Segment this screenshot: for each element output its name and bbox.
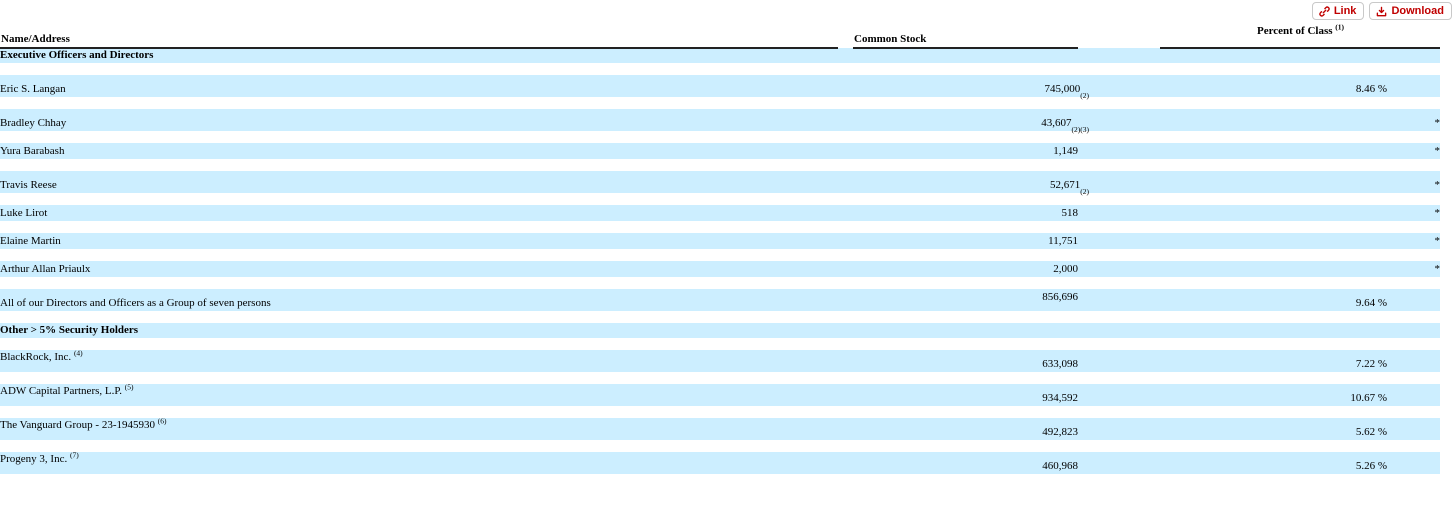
column-gap xyxy=(838,289,853,311)
column-header-percent-of-class: Percent of Class $^{(1)}$ xyxy=(1160,24,1440,48)
percent-value: 10.67 % xyxy=(1160,384,1387,406)
shares-value: 492,823 xyxy=(853,418,1078,440)
percent-symbol xyxy=(1387,75,1440,97)
download-button-label: Download xyxy=(1391,5,1444,17)
percent-value: 8.46 % xyxy=(1160,75,1387,97)
holder-row xyxy=(0,143,1440,159)
column-header-name-address: Name/Address xyxy=(0,24,838,48)
footnote-ref: (2) xyxy=(1080,187,1089,197)
shares-value: 518 xyxy=(853,205,1078,221)
download-icon xyxy=(1376,6,1387,17)
header-row xyxy=(0,24,1440,48)
holder-row xyxy=(0,205,1440,221)
holder-row xyxy=(0,452,1440,474)
holder-row xyxy=(0,75,1440,97)
footnote-ref: (7) xyxy=(69,450,79,460)
holder-name: All of our Directors and Officers as a Group of seven persons xyxy=(0,289,838,311)
shares-value: 460,968 xyxy=(853,452,1078,474)
holder-name: Luke Lirot xyxy=(0,205,838,221)
column-gap xyxy=(1078,233,1160,249)
section-title: Executive Officers and Directors xyxy=(0,48,1440,63)
column-gap xyxy=(838,261,853,277)
percent-symbol xyxy=(1387,452,1440,474)
row-spacer xyxy=(0,159,1440,171)
percent-value xyxy=(1160,143,1387,159)
row-spacer xyxy=(0,249,1440,261)
footnote-ref: (4) xyxy=(73,348,83,358)
row-spacer xyxy=(0,311,1440,323)
column-gap xyxy=(1078,289,1160,311)
footnote-ref: (2)(3) xyxy=(1071,125,1089,135)
holder-row xyxy=(0,171,1440,193)
section-header-row xyxy=(0,48,1440,63)
column-gap xyxy=(1078,171,1160,193)
column-header-common-stock: Common Stock xyxy=(853,24,1078,48)
row-spacer xyxy=(0,338,1440,350)
row-spacer xyxy=(0,131,1440,143)
header-gap xyxy=(838,24,853,48)
percent-symbol: * xyxy=(1387,109,1440,131)
footnote-ref: (5) xyxy=(124,382,134,392)
footnote-ref: (1) xyxy=(1335,22,1345,32)
percent-symbol: * xyxy=(1387,233,1440,249)
toolbar xyxy=(1312,2,1452,20)
percent-value xyxy=(1160,109,1387,131)
column-gap xyxy=(1078,418,1160,440)
column-gap xyxy=(1078,384,1160,406)
holder-name: Eric S. Langan xyxy=(0,75,838,97)
column-gap xyxy=(838,75,853,97)
footnote-ref: (2) xyxy=(1080,91,1089,101)
shares-value: 11,751 xyxy=(853,233,1078,249)
holder-name: Bradley Chhay xyxy=(0,109,838,131)
percent-value: 9.64 % xyxy=(1160,289,1387,311)
percent-symbol: * xyxy=(1387,205,1440,221)
percent-value xyxy=(1160,261,1387,277)
holder-row xyxy=(0,233,1440,249)
holder-name: Arthur Allan Priaulx xyxy=(0,261,838,277)
column-gap xyxy=(838,384,853,406)
shares-value: 1,149 xyxy=(853,143,1078,159)
section-header-row xyxy=(0,323,1440,338)
column-gap xyxy=(1078,452,1160,474)
row-spacer xyxy=(0,474,1440,486)
percent-value xyxy=(1160,233,1387,249)
footnote-ref: (6) xyxy=(157,416,167,426)
row-spacer xyxy=(0,97,1440,109)
column-gap xyxy=(1078,205,1160,221)
holder-row xyxy=(0,289,1440,311)
percent-value xyxy=(1160,205,1387,221)
shares-value: $52,671_{(2)}$ xyxy=(853,171,1078,193)
column-gap xyxy=(838,418,853,440)
percent-symbol: * xyxy=(1387,171,1440,193)
row-spacer xyxy=(0,277,1440,289)
percent-symbol xyxy=(1387,289,1440,311)
percent-value xyxy=(1160,171,1387,193)
holder-name: The Vanguard Group - 23-1945930 $^{(6)}$ xyxy=(0,418,838,440)
holder-name: Progeny 3, Inc. $^{(7)}$ xyxy=(0,452,838,474)
percent-symbol: * xyxy=(1387,261,1440,277)
percent-symbol: * xyxy=(1387,143,1440,159)
percent-symbol xyxy=(1387,350,1440,372)
column-gap xyxy=(1078,143,1160,159)
column-gap xyxy=(838,109,853,131)
column-gap xyxy=(1078,350,1160,372)
section-title: Other > 5% Security Holders xyxy=(0,323,1440,338)
row-spacer xyxy=(0,406,1440,418)
holder-name: Elaine Martin xyxy=(0,233,838,249)
column-gap xyxy=(1078,261,1160,277)
holder-name: ADW Capital Partners, L.P. $^{(5)}$ xyxy=(0,384,838,406)
holder-name: BlackRock, Inc. $^{(4)}$ xyxy=(0,350,838,372)
percent-value: 5.62 % xyxy=(1160,418,1387,440)
row-spacer xyxy=(0,372,1440,384)
link-icon xyxy=(1319,6,1330,17)
shares-value: $745,000_{(2)}$ xyxy=(853,75,1078,97)
link-button[interactable] xyxy=(1312,2,1365,20)
header-gap xyxy=(1078,24,1160,48)
holder-row xyxy=(0,384,1440,406)
download-button[interactable] xyxy=(1369,2,1452,20)
shares-value: $43,607_{(2)(3)}$ xyxy=(853,109,1078,131)
column-gap xyxy=(838,233,853,249)
percent-symbol xyxy=(1387,418,1440,440)
link-button-label: Link xyxy=(1333,5,1357,17)
percent-value: 5.26 % xyxy=(1160,452,1387,474)
ownership-table xyxy=(0,24,1440,486)
row-spacer xyxy=(0,440,1440,452)
holder-row xyxy=(0,350,1440,372)
holder-name: Yura Barabash xyxy=(0,143,838,159)
shares-value: 934,592 xyxy=(853,384,1078,406)
holder-row xyxy=(0,418,1440,440)
holder-row xyxy=(0,261,1440,277)
column-gap xyxy=(1078,109,1160,131)
holder-name: Travis Reese xyxy=(0,171,838,193)
holder-row xyxy=(0,109,1440,131)
shares-value: 2,000 xyxy=(853,261,1078,277)
percent-symbol xyxy=(1387,384,1440,406)
column-gap xyxy=(838,350,853,372)
ownership-table-container xyxy=(0,24,1440,486)
column-gap xyxy=(838,205,853,221)
shares-value: 856,696 xyxy=(853,289,1078,311)
column-gap xyxy=(1078,75,1160,97)
column-gap xyxy=(838,452,853,474)
shares-value: 633,098 xyxy=(853,350,1078,372)
column-gap xyxy=(838,171,853,193)
row-spacer xyxy=(0,63,1440,75)
column-gap xyxy=(838,143,853,159)
row-spacer xyxy=(0,221,1440,233)
percent-value: 7.22 % xyxy=(1160,350,1387,372)
row-spacer xyxy=(0,193,1440,205)
